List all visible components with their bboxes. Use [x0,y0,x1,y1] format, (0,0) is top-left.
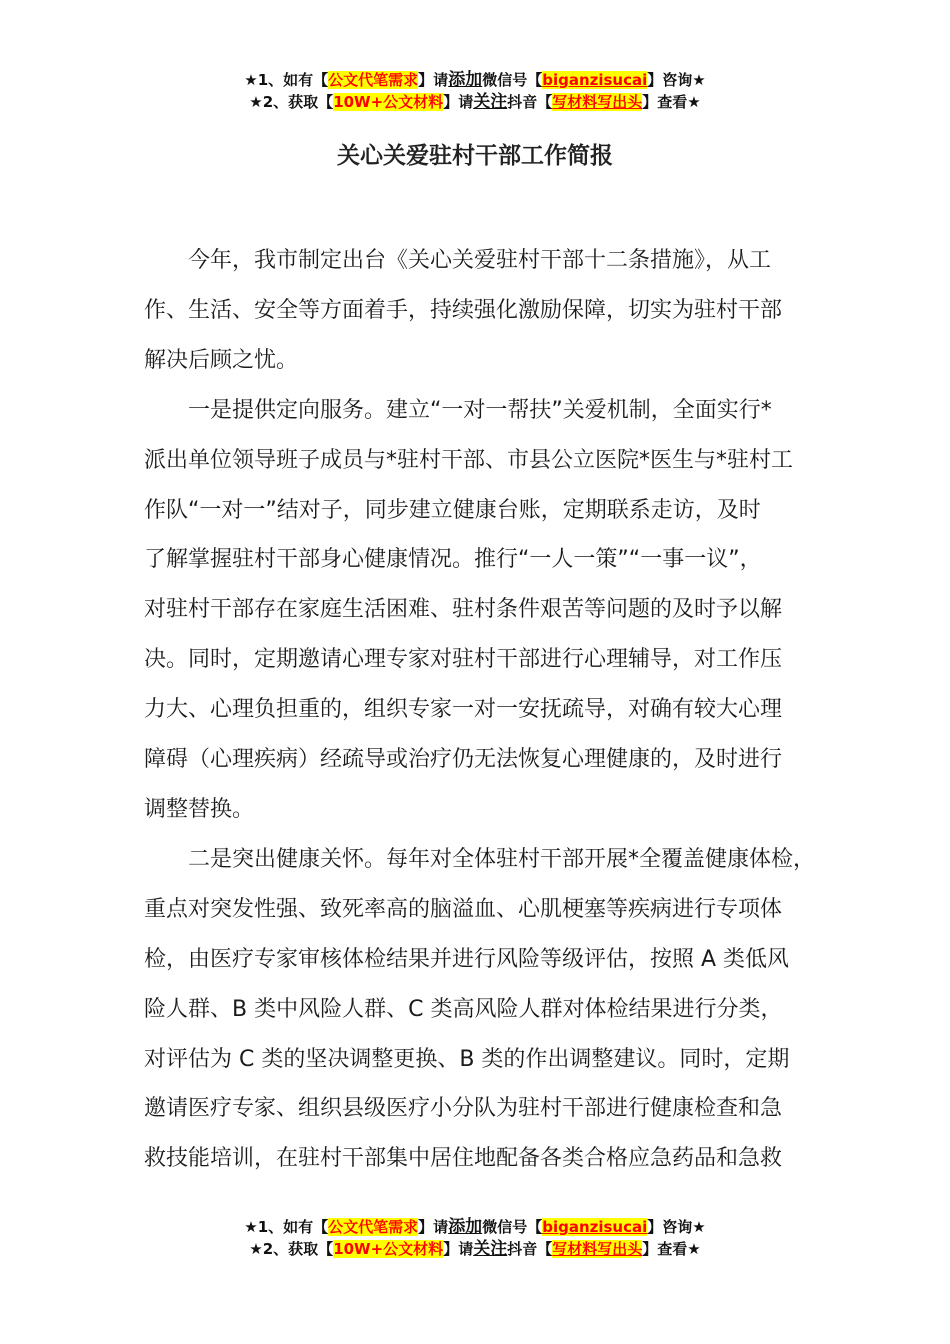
promo-douyin-id: 写材料写出头 [552,1240,643,1258]
text-line: 了解掌握驻村干部身心健康情况。推行“一人一策”“一事一议”， [144,547,762,573]
text-line: 作队“一对一”结对子，同步建立健康台账，定期联系走访，及时 [144,497,761,523]
paragraph-targeted-service [144,386,832,835]
promo-text: ★1、如有【 [244,1218,329,1236]
text-line: 邀请医疗专家、组织县级医疗小分队为驻村干部进行健康检查和急 [144,1096,783,1122]
promo-header [0,69,950,113]
promo-text: ★2、获取【 [249,93,334,111]
promo-douyin-id: 写材料写出头 [552,93,643,111]
promo-text: 】查看★ [642,93,701,111]
paragraph-intro [144,236,832,386]
paragraph-health-care [144,835,832,1184]
promo-line-2 [0,1238,950,1260]
text-line: 今年，我市制定出台《关心关爱驻村干部十二条措施》，从工 [188,248,772,273]
text-line: 对驻村干部存在家庭生活困难、驻村条件艰苦等问题的及时予以解 [144,597,783,623]
text-line: 二是突出健康关怀。每年对全体驻村干部开展*全覆盖健康体检， [188,846,816,872]
promo-highlight-service: 公文代笔需求 [328,1218,419,1236]
promo-text: 】请 [443,93,474,111]
promo-highlight-materials: 10W+公文材料 [333,93,444,111]
promo-highlight-service: 公文代笔需求 [328,71,419,89]
promo-text: 】咨询★ [647,71,706,89]
promo-emphasis-follow: 关注 [473,1239,508,1259]
promo-text: 】请 [443,1240,474,1258]
text-line: 对评估为 C 类的坚决调整更换、B 类的作出调整建议。同时，定期 [144,1046,790,1072]
text-line: 一是提供定向服务。建立“一对一帮扶”关爱机制，全面实行* [188,397,772,423]
promo-line-1 [0,69,950,91]
text-line: 解决后顾之忧。 [144,347,299,373]
promo-emphasis-follow: 关注 [473,92,508,112]
text-line: 派出单位领导班子成员与*驻村干部、市县公立医院*医生与*驻村工 [144,447,794,473]
promo-emphasis-add: 添加 [448,70,483,90]
text-line: 险人群、B 类中风险人群、C 类高风险人群对体检结果进行分类， [144,996,783,1022]
promo-text: 微信号【 [482,1218,543,1236]
promo-text: 】查看★ [642,1240,701,1258]
promo-wechat-id: biganzisucai [542,1218,648,1236]
document-body [144,236,832,1184]
promo-text: 】请 [418,71,449,89]
promo-wechat-id: biganzisucai [542,71,648,89]
promo-line-2 [0,91,950,113]
promo-text: ★2、获取【 [249,1240,334,1258]
promo-emphasis-add: 添加 [448,1217,483,1237]
text-line: 障碍（心理疾病）经疏导或治疗仍无法恢复心理健康的，及时进行 [144,747,783,773]
promo-line-1 [0,1216,950,1238]
text-line: 决。同时，定期邀请心理专家对驻村干部进行心理辅导，对工作压 [144,647,783,673]
text-line: 检，由医疗专家审核体检结果并进行风险等级评估，按照 A 类低风 [144,946,790,972]
promo-text: 抖音【 [507,93,553,111]
promo-text: 抖音【 [507,1240,553,1258]
promo-footer [0,1216,950,1260]
text-line: 作、生活、安全等方面着手，持续强化激励保障，切实为驻村干部 [144,297,783,323]
promo-text: ★1、如有【 [244,71,329,89]
promo-text: 】请 [418,1218,449,1236]
promo-text: 微信号【 [482,71,543,89]
text-line: 救技能培训，在驻村干部集中居住地配备各类合格应急药品和急救 [144,1146,783,1172]
document-title: 关心关爱驻村干部工作简报 [337,143,613,169]
text-line: 调整替换。 [144,796,255,822]
text-line: 重点对突发性强、致死率高的脑溢血、心肌梗塞等疾病进行专项体 [144,896,783,922]
promo-text: 】咨询★ [647,1218,706,1236]
promo-highlight-materials: 10W+公文材料 [333,1240,444,1258]
text-line: 力大、心理负担重的，组织专家一对一安抚疏导，对确有较大心理 [144,697,783,723]
